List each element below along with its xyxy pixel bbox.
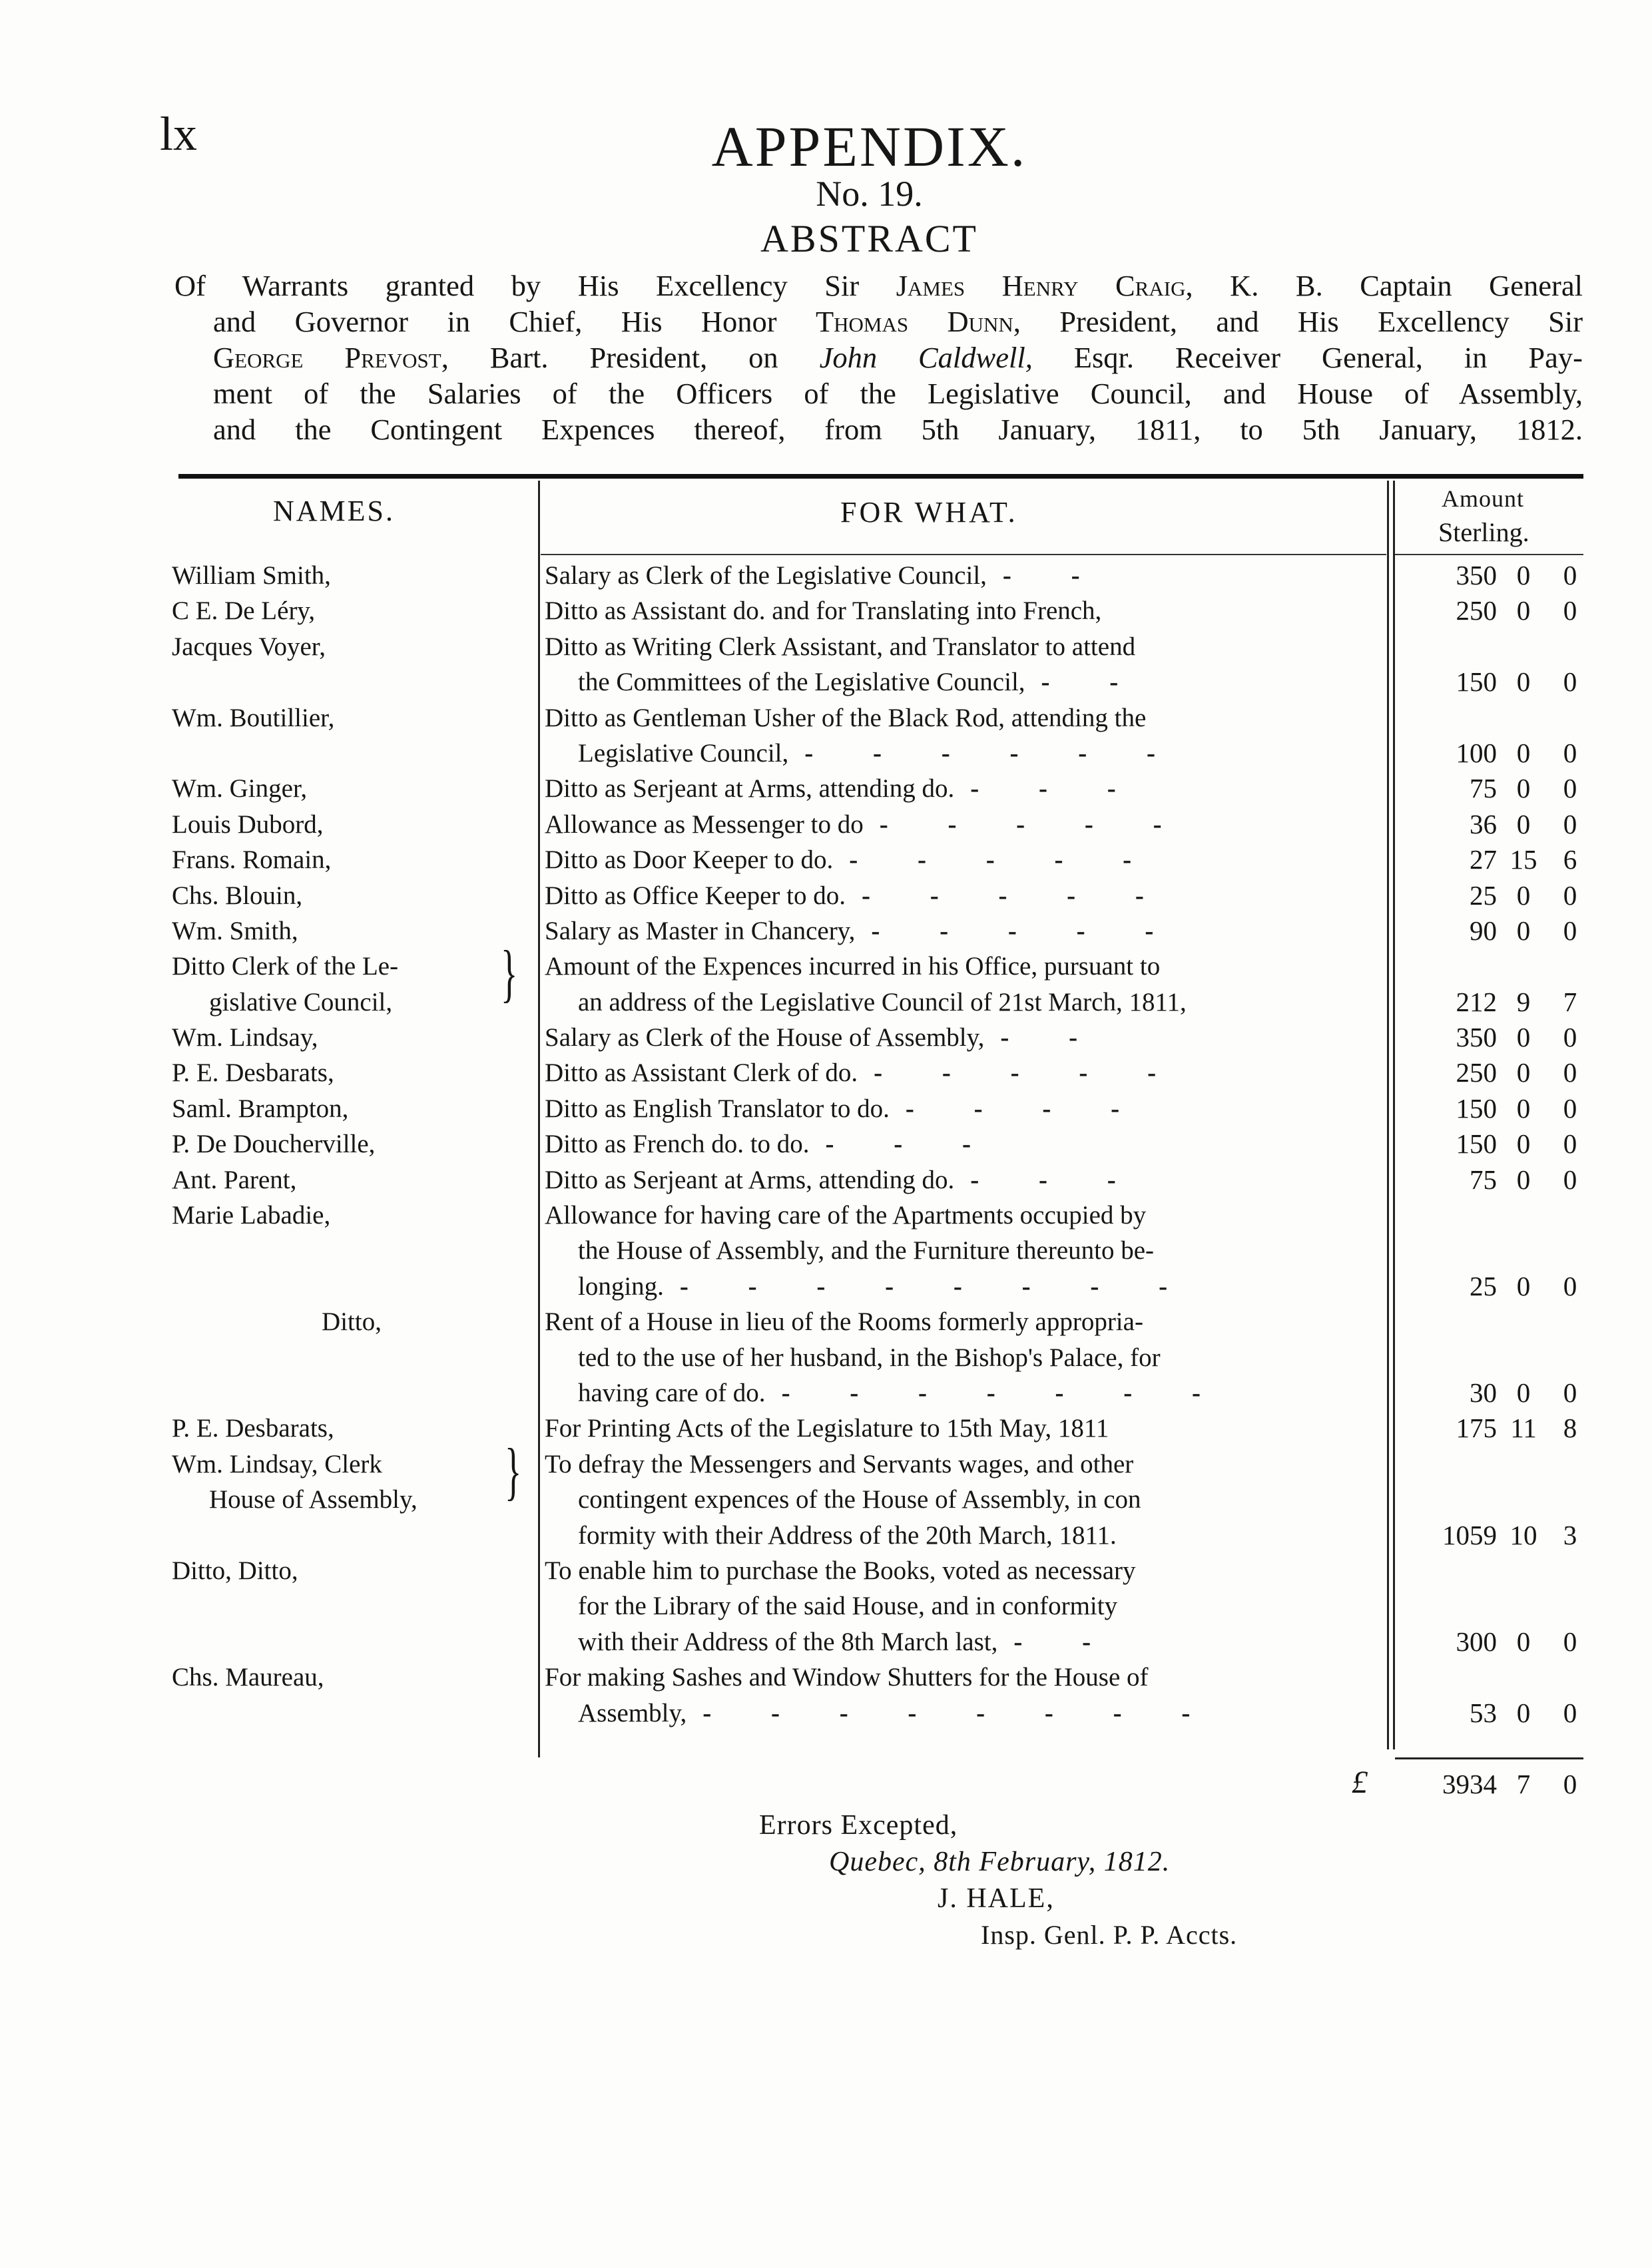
for-what-text: longing. (578, 1271, 664, 1301)
name-cell (172, 1588, 531, 1624)
for-what-text: formity with their Address of the 20th March, 1811. (578, 1520, 1117, 1550)
name-cell: Ditto Clerk of the Le- (172, 952, 399, 981)
amount-shillings: 0 (1516, 808, 1531, 839)
for-what-text: For making Sashes and Window Shutters for the House of (545, 1663, 1149, 1692)
amount-pence: 0 (1563, 1022, 1577, 1053)
amount-pence: 6 (1563, 844, 1577, 875)
amount-row (1397, 1020, 1597, 1055)
leader-dots: - - - (970, 1165, 1143, 1194)
leader-dots (1135, 632, 1151, 661)
amount-row (1397, 558, 1597, 593)
for-what-cell (545, 1269, 1384, 1304)
page-number: lx (160, 107, 198, 160)
name-cell: Wm. Smith, (172, 916, 298, 945)
preamble-line: ment of the Salaries of the Officers of the Legislative Council, and House of Assembly, (213, 377, 1583, 410)
leader-dots: - - (1000, 1023, 1105, 1052)
amount-pounds: 75 (1470, 1164, 1497, 1195)
leader-dots: - - - - - - (804, 738, 1182, 768)
for-what-cell (545, 1020, 1384, 1055)
preamble-name: John Caldwell, (819, 341, 1033, 374)
preamble (174, 268, 1583, 447)
amount-shillings: 0 (1516, 1164, 1531, 1195)
amount-row (1397, 1696, 1597, 1731)
amount-shillings: 0 (1516, 1128, 1531, 1160)
name-cell: Marie Labadie, (172, 1201, 331, 1230)
amount-pounds: 25 (1470, 879, 1497, 911)
leader-dots: - - - (970, 774, 1143, 803)
amount-pence: 0 (1563, 560, 1577, 590)
preamble-line: and the Contingent Expences thereof, from 5th January, 1811, to 5th January, 1812. (213, 413, 1583, 446)
amount-row (1397, 1375, 1597, 1411)
amount-shillings: 0 (1516, 1626, 1531, 1657)
leader-dots (1136, 1556, 1152, 1585)
amount-row (1397, 985, 1597, 1020)
for-what-text: Salary as Clerk of the Legislative Council, (545, 561, 987, 590)
amount-shillings: 0 (1516, 595, 1531, 626)
amount-row (1397, 913, 1597, 949)
for-what-text: for the Library of the said House, and in conformity (578, 1592, 1118, 1621)
amount-row (1397, 1233, 1597, 1268)
name-cell: Louis Dubord, (172, 809, 324, 839)
for-what-text: Salary as Master in Chancery, (545, 916, 856, 945)
for-what-cell (545, 736, 1384, 771)
amount-pounds: 150 (1456, 1092, 1497, 1124)
leader-dots: - - - - - (849, 845, 1159, 875)
for-what-text: Ditto as Serjeant at Arms, attending do. (545, 774, 955, 803)
name-cell: P. E. Desbarats, (172, 1058, 334, 1088)
for-what-cell (545, 1340, 1384, 1375)
amount-shillings: 0 (1516, 915, 1531, 946)
amount-pounds: 100 (1456, 737, 1497, 768)
leader-dots (1154, 1236, 1170, 1265)
for-what-cell (545, 842, 1384, 877)
for-what-text: with their Address of the 8th March last, (578, 1627, 998, 1656)
column-divider (1393, 481, 1395, 1749)
amount-row (1397, 1198, 1597, 1233)
amount-row (1397, 1162, 1597, 1198)
amount-row (1397, 1304, 1597, 1339)
column-divider (538, 481, 540, 1757)
name-cell: P. E. Desbarats, (172, 1414, 334, 1443)
leader-dots (1149, 1663, 1165, 1692)
name-cell: Wm. Lindsay, (172, 1023, 318, 1052)
page-title: APPENDIX. (711, 114, 1027, 178)
for-what-cell (545, 949, 1384, 984)
leader-dots: - - - - - - - (781, 1378, 1227, 1407)
for-what-cell (545, 913, 1384, 949)
name-cell (172, 1375, 531, 1411)
leader-dots: - - - (825, 1130, 998, 1159)
amount-pounds: 250 (1456, 595, 1497, 626)
name-cell: Chs. Blouin, (172, 881, 303, 910)
name-cell (172, 1233, 531, 1268)
amount-pence: 0 (1563, 915, 1577, 946)
amount-pence: 0 (1563, 1057, 1577, 1088)
amount-shillings: 0 (1516, 666, 1531, 698)
amount-shillings: 10 (1510, 1519, 1537, 1550)
leader-dots (1101, 596, 1117, 625)
amount-pence: 7 (1563, 986, 1577, 1017)
amount-row (1397, 842, 1597, 877)
name-cell: Ant. Parent, (172, 1165, 297, 1194)
amount-pence: 0 (1563, 773, 1577, 804)
name-cell (172, 1340, 531, 1375)
for-what-cell (545, 1162, 1384, 1198)
for-what-cell (545, 700, 1384, 736)
leader-dots: - - - - - - - - (679, 1271, 1195, 1301)
amount-shillings: 0 (1516, 773, 1531, 804)
for-what-cell (545, 1198, 1384, 1233)
errors-excepted: Errors Excepted, (759, 1810, 958, 1841)
signer-title: Insp. Genl. P. P. Accts. (981, 1920, 1238, 1950)
appendix-number: No. 19. (816, 174, 923, 214)
for-what-text: Ditto as Office Keeper to do. (545, 881, 846, 910)
for-what-text: Legislative Council, (578, 738, 789, 768)
name-cell: Wm. Lindsay, Clerk (172, 1449, 382, 1478)
for-what-text: Salary as Clerk of the House of Assembly, (545, 1023, 985, 1052)
amount-pounds: 350 (1456, 1022, 1497, 1053)
brace-icon: } (505, 1435, 522, 1506)
for-what-text: To enable him to purchase the Books, voted as necessary (545, 1556, 1136, 1585)
name-cell: Ditto, (322, 1307, 382, 1337)
for-what-cell (545, 1624, 1384, 1660)
amount-row (1397, 807, 1597, 842)
leader-dots: - - (1002, 561, 1107, 590)
leader-dots: - - - - - (874, 1058, 1183, 1088)
amount-row (1397, 1482, 1597, 1517)
amount-row (1397, 700, 1597, 736)
amount-row (1397, 878, 1597, 913)
leader-dots: - - - - - (871, 916, 1181, 945)
column-divider (1387, 481, 1389, 1749)
for-what-cell (545, 1660, 1384, 1695)
preamble-text: and Governor in Chief, His Honor (213, 305, 816, 338)
amount-shillings: 0 (1516, 1270, 1531, 1301)
name-cell: Frans. Romain, (172, 845, 332, 875)
amount-pence: 0 (1563, 1164, 1577, 1195)
leader-dots (1146, 704, 1162, 732)
header-for-what: FOR WHAT. (840, 496, 1018, 529)
total-row (1397, 1768, 1597, 1804)
for-what-cell (545, 1482, 1384, 1517)
amount-pounds: 350 (1456, 560, 1497, 590)
for-what-cell (545, 1055, 1384, 1090)
leader-dots (1117, 1592, 1133, 1620)
amount-row (1397, 1588, 1597, 1624)
header-names: NAMES. (273, 495, 396, 527)
for-what-text: Allowance as Messenger to do (545, 809, 864, 839)
leader-dots: - - (1013, 1627, 1118, 1656)
for-what-text: Ditto as Door Keeper to do. (545, 845, 834, 875)
amount-pounds: 250 (1456, 1057, 1497, 1088)
amount-shillings: 0 (1516, 1022, 1531, 1053)
for-what-text: Ditto as Writing Clerk Assistant, and Translator to attend (545, 632, 1136, 661)
amount-row (1397, 1126, 1597, 1162)
for-what-cell (545, 771, 1384, 806)
for-what-column (545, 558, 1384, 1731)
amount-row (1397, 1518, 1597, 1553)
header-underline (1395, 554, 1583, 555)
amount-shillings: 15 (1510, 844, 1537, 875)
name-cell: Jacques Voyer, (172, 632, 326, 661)
name-cell (172, 1696, 531, 1731)
leader-dots (1161, 1343, 1177, 1372)
amount-pounds: 30 (1470, 1377, 1497, 1408)
amount-pence: 0 (1563, 1092, 1577, 1124)
amount-pence: 8 (1563, 1413, 1577, 1444)
header-amount: Amount (1442, 485, 1525, 512)
amount-pence: 0 (1563, 1128, 1577, 1160)
preamble-text: , President, and His Excellency Sir (1013, 305, 1583, 338)
amount-pounds: 25 (1470, 1270, 1497, 1301)
amount-shillings: 9 (1516, 986, 1531, 1017)
for-what-cell (545, 593, 1384, 628)
leader-dots: - - (1041, 668, 1145, 697)
amount-row (1397, 736, 1597, 771)
amount-shillings: 0 (1516, 560, 1531, 590)
for-what-cell (545, 1696, 1384, 1731)
preamble-text: Esqr. Receiver General, in Pay- (1032, 341, 1583, 374)
for-what-cell (545, 985, 1384, 1020)
name-cell (172, 1269, 531, 1304)
amount-row (1397, 1447, 1597, 1482)
for-what-cell (545, 629, 1384, 664)
amount-pounds: 53 (1470, 1697, 1497, 1728)
name-cell: Ditto, Ditto, (172, 1556, 298, 1585)
for-what-cell (545, 664, 1384, 700)
for-what-text: Ditto as English Translator to do. (545, 1094, 890, 1123)
amount-shillings: 0 (1516, 737, 1531, 768)
amount-row (1397, 629, 1597, 664)
for-what-cell (545, 1233, 1384, 1268)
amount-pence: 0 (1563, 666, 1577, 698)
preamble-name: Thomas Dunn (815, 305, 1013, 338)
preamble-name: George Prevost (213, 341, 441, 374)
leader-dots (1133, 1450, 1149, 1478)
for-what-cell (545, 558, 1384, 593)
name-cell (172, 1518, 531, 1553)
amount-pence: 0 (1563, 1626, 1577, 1657)
for-what-text: Assembly, (578, 1698, 687, 1727)
name-cell: P. De Doucherville, (172, 1130, 376, 1159)
total-pence: 0 (1563, 1769, 1577, 1799)
for-what-cell (545, 1553, 1384, 1588)
name-cell: Wm. Ginger, (172, 774, 308, 803)
for-what-cell (545, 878, 1384, 913)
leader-dots (1160, 952, 1176, 981)
signer-name: J. HALE, (938, 1883, 1055, 1914)
leader-dots (1143, 1307, 1159, 1336)
amount-pounds: 212 (1456, 986, 1497, 1017)
header-underline (541, 554, 1386, 555)
for-what-text: ted to the use of her husband, in the Bishop's Palace, for (578, 1343, 1161, 1372)
amount-row (1397, 949, 1597, 984)
name-cell: Saml. Brampton, (172, 1094, 349, 1123)
amount-pounds: 150 (1456, 666, 1497, 698)
amount-row (1397, 1340, 1597, 1375)
leader-dots (1109, 1414, 1125, 1443)
for-what-text: Ditto as Gentleman Usher of the Black Rod, attending the (545, 703, 1147, 732)
for-what-text: Ditto as French do. to do. (545, 1130, 810, 1159)
amount-row (1397, 1660, 1597, 1695)
for-what-text: For Printing Acts of the Legislature to 15th May, 1811 (545, 1414, 1109, 1443)
amount-row (1397, 1055, 1597, 1090)
leader-dots: - - - - - (861, 881, 1171, 910)
leader-dots (1187, 988, 1203, 1017)
amount-row (1397, 593, 1597, 628)
amount-shillings: 0 (1516, 1057, 1531, 1088)
amount-pence: 0 (1563, 1270, 1577, 1301)
preamble-text: Of Warrants granted by His Excellency Sir (174, 269, 896, 302)
leader-dots: - - - - - - - - (702, 1698, 1217, 1727)
amount-pence: 0 (1563, 1697, 1577, 1728)
amount-column (1397, 558, 1597, 1731)
preamble-line (174, 268, 1583, 304)
amount-row (1397, 771, 1597, 806)
for-what-text: contingent expences of the House of Assembly, in con (578, 1485, 1141, 1514)
amount-pence: 3 (1563, 1519, 1577, 1550)
for-what-text: Ditto as Assistant Clerk of do. (545, 1058, 858, 1088)
amount-shillings: 11 (1510, 1413, 1537, 1444)
place-date: Quebec, 8th February, 1812. (829, 1847, 1171, 1877)
amount-row (1397, 1624, 1597, 1660)
amount-pence: 0 (1563, 879, 1577, 911)
preamble-line (174, 340, 1583, 375)
amount-shillings: 0 (1516, 1377, 1531, 1408)
preamble-line (174, 304, 1583, 340)
for-what-text: the Committees of the Legislative Council, (578, 668, 1025, 697)
amount-pence: 0 (1563, 1377, 1577, 1408)
for-what-text: Amount of the Expences incurred in his Office, pursuant to (545, 952, 1161, 981)
for-what-text: the House of Assembly, and the Furniture thereunto be- (578, 1236, 1155, 1265)
amount-pounds: 150 (1456, 1128, 1497, 1160)
for-what-text: To defray the Messengers and Servants wages, and other (545, 1449, 1134, 1478)
total-shillings: 7 (1516, 1769, 1531, 1799)
amount-shillings: 0 (1516, 1697, 1531, 1728)
for-what-text: Ditto as Assistant do. and for Translating into French, (545, 596, 1102, 626)
amount-pounds: 27 (1470, 844, 1497, 875)
name-cell: William Smith, (172, 561, 331, 590)
total-pounds: 3934 (1442, 1769, 1497, 1799)
for-what-cell (545, 1304, 1384, 1339)
amount-pounds: 75 (1470, 773, 1497, 804)
amount-pence: 0 (1563, 595, 1577, 626)
amount-shillings: 0 (1516, 1092, 1531, 1124)
amount-pounds: 300 (1456, 1626, 1497, 1657)
for-what-cell (545, 1375, 1384, 1411)
leader-dots (1117, 1521, 1133, 1550)
for-what-cell (545, 1518, 1384, 1553)
brace-icon: } (501, 937, 518, 1009)
amount-row (1397, 1269, 1597, 1304)
amount-row (1397, 1091, 1597, 1126)
header-sterling: Sterling. (1438, 517, 1529, 547)
preamble-name: James Henry Craig (896, 269, 1186, 302)
for-what-cell (545, 1126, 1384, 1162)
name-cell (172, 1624, 531, 1660)
document-subtitle: ABSTRACT (760, 217, 978, 260)
for-what-text: Ditto as Serjeant at Arms, attending do. (545, 1165, 955, 1194)
total-rule (1395, 1757, 1583, 1759)
for-what-text: Rent of a House in lieu of the Rooms formerly appropria- (545, 1307, 1143, 1337)
preamble-text: , K. B. Captain General (1185, 269, 1583, 302)
for-what-text: having care of do. (578, 1378, 766, 1407)
for-what-cell (545, 807, 1384, 842)
table-top-rule (178, 474, 1583, 479)
amount-row (1397, 664, 1597, 700)
amount-pence: 0 (1563, 808, 1577, 839)
amount-pounds: 1059 (1442, 1519, 1497, 1550)
name-cell: House of Assembly, (209, 1485, 417, 1514)
for-what-cell (545, 1447, 1384, 1482)
amount-pounds: 175 (1456, 1413, 1497, 1444)
name-cell: C E. De Léry, (172, 596, 316, 626)
name-cell: Wm. Boutillier, (172, 703, 335, 732)
amount-row (1397, 1411, 1597, 1446)
name-cell: gislative Council, (209, 987, 393, 1017)
leader-dots (1141, 1485, 1157, 1514)
name-cell: Chs. Maureau, (172, 1663, 324, 1692)
amount-shillings: 0 (1516, 879, 1531, 911)
pound-sign: £ (1352, 1765, 1368, 1800)
amount-pounds: 36 (1470, 808, 1497, 839)
preamble-text: , Bart. President, on (441, 341, 820, 374)
amount-pounds: 90 (1470, 915, 1497, 946)
name-cell (172, 664, 531, 700)
for-what-text: an address of the Legislative Council of 21st March, 1811, (578, 987, 1187, 1017)
leader-dots (1146, 1201, 1162, 1230)
amount-row (1397, 1553, 1597, 1588)
leader-dots: - - - - - (879, 809, 1189, 839)
for-what-cell (545, 1411, 1384, 1446)
names-column (172, 558, 531, 1731)
for-what-text: Allowance for having care of the Apartments occupied by (545, 1201, 1147, 1230)
leader-dots: - - - - (905, 1094, 1147, 1123)
for-what-cell (545, 1091, 1384, 1126)
for-what-cell (545, 1588, 1384, 1624)
amount-pence: 0 (1563, 737, 1577, 768)
name-cell (172, 736, 531, 771)
